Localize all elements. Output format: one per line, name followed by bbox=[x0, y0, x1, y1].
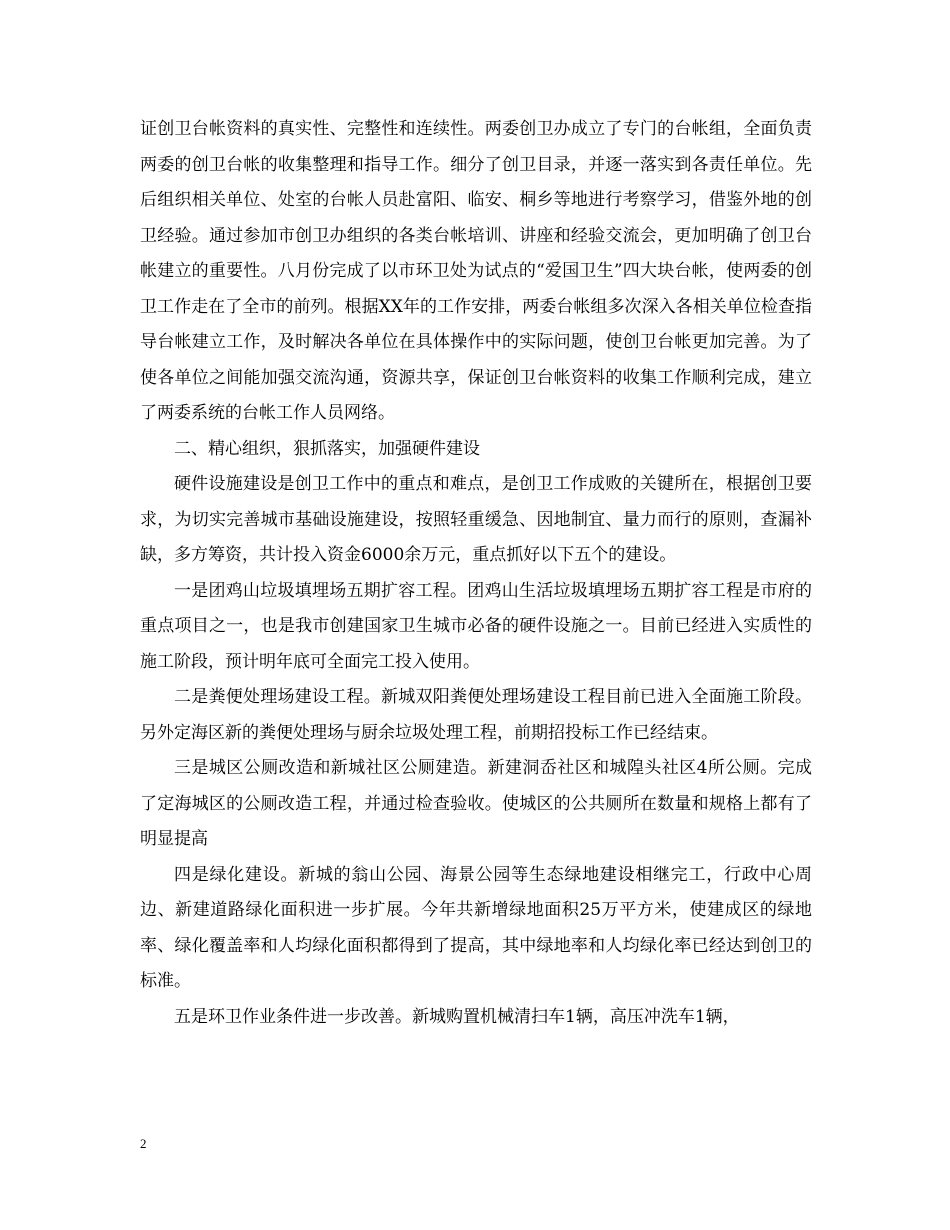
section-heading: 二、精心组织，狠抓落实，加强硬件建设 bbox=[174, 438, 480, 459]
document-body bbox=[140, 112, 812, 1035]
paragraph: 一是团鸡山垃圾填埋场五期扩容工程。团鸡山生活垃圾填埋场五期扩容工程是市府的重点项目之一，也是我市创建国家卫生城市必备的硬件设施之一。目前已经进入实质性的施工阶段，预计明年底可全面完工投入使用。 bbox=[140, 580, 812, 672]
paragraph: 五是环卫作业条件进一步改善。新城购置机械清扫车1辆，高压冲洗车1辆， bbox=[174, 1006, 740, 1027]
paragraph-continued: 证创卫台帐资料的真实性、完整性和连续性。两委创卫办成立了专门的台帐组，全面负责两委的创卫台帐的收集整理和指导工作。细分了创卫目录，并逐一落实到各责任单位。先后组织相关单位、处室的台帐人员赴富阳、临安、桐乡等地进行考察学习，借鉴外地的创卫经验。通过参加市创卫办组织的各类台帐培训、讲座和经验交流会，更加明确了创卫台帐建立的重要性。八月份完成了以市环卫处为试点的“爱国卫生”四大块台帐，使两委的创卫工作走在了全市的前列。根据XX年的工作安排，两委台帐组多次深入各相关单位检查指导台帐建立工作，及时解决各单位在具体操作中的实际问题，使创卫台帐更加完善。为了使各单位之间能加强交流沟通，资源共享，保证创卫台帐资料的收集工作顺利完成，建立了两委系统的台帐工作人员网络。 bbox=[140, 119, 812, 423]
paragraph: 二是粪便处理场建设工程。新城双阳粪便处理场建设工程目前已进入全面施工阶段。另外定海区新的粪便处理场与厨余垃圾处理工程，前期招投标工作已经结束。 bbox=[140, 687, 812, 743]
paragraph: 硬件设施建设是创卫工作中的重点和难点，是创卫工作成败的关键所在，根据创卫要求，为切实完善城市基础设施建设，按照轻重缓急、因地制宜、量力而行的原则，查漏补缺，多方筹资，共计投入资金6000余万元，重点抓好以下五个的建设。 bbox=[140, 474, 812, 565]
paragraph: 四是绿化建设。新城的翁山公园、海景公园等生态绿地建设相继完工，行政中心周边、新建道路绿化面积进一步扩展。今年共新增绿地面积25万平方米，使建成区的绿地率、绿化覆盖率和人均绿化面积都得到了提高，其中绿地率和人均绿化率已经达到创卫的标准。 bbox=[140, 864, 812, 991]
paragraph: 三是城区公厕改造和新城社区公厕建造。新建洞岙社区和城隍头社区4所公厕。完成了定海城区的公厕改造工程，并通过检查验收。使城区的公共厕所在数量和规格上都有了明显提高 bbox=[140, 758, 812, 849]
page-number: 2 bbox=[140, 1136, 147, 1151]
